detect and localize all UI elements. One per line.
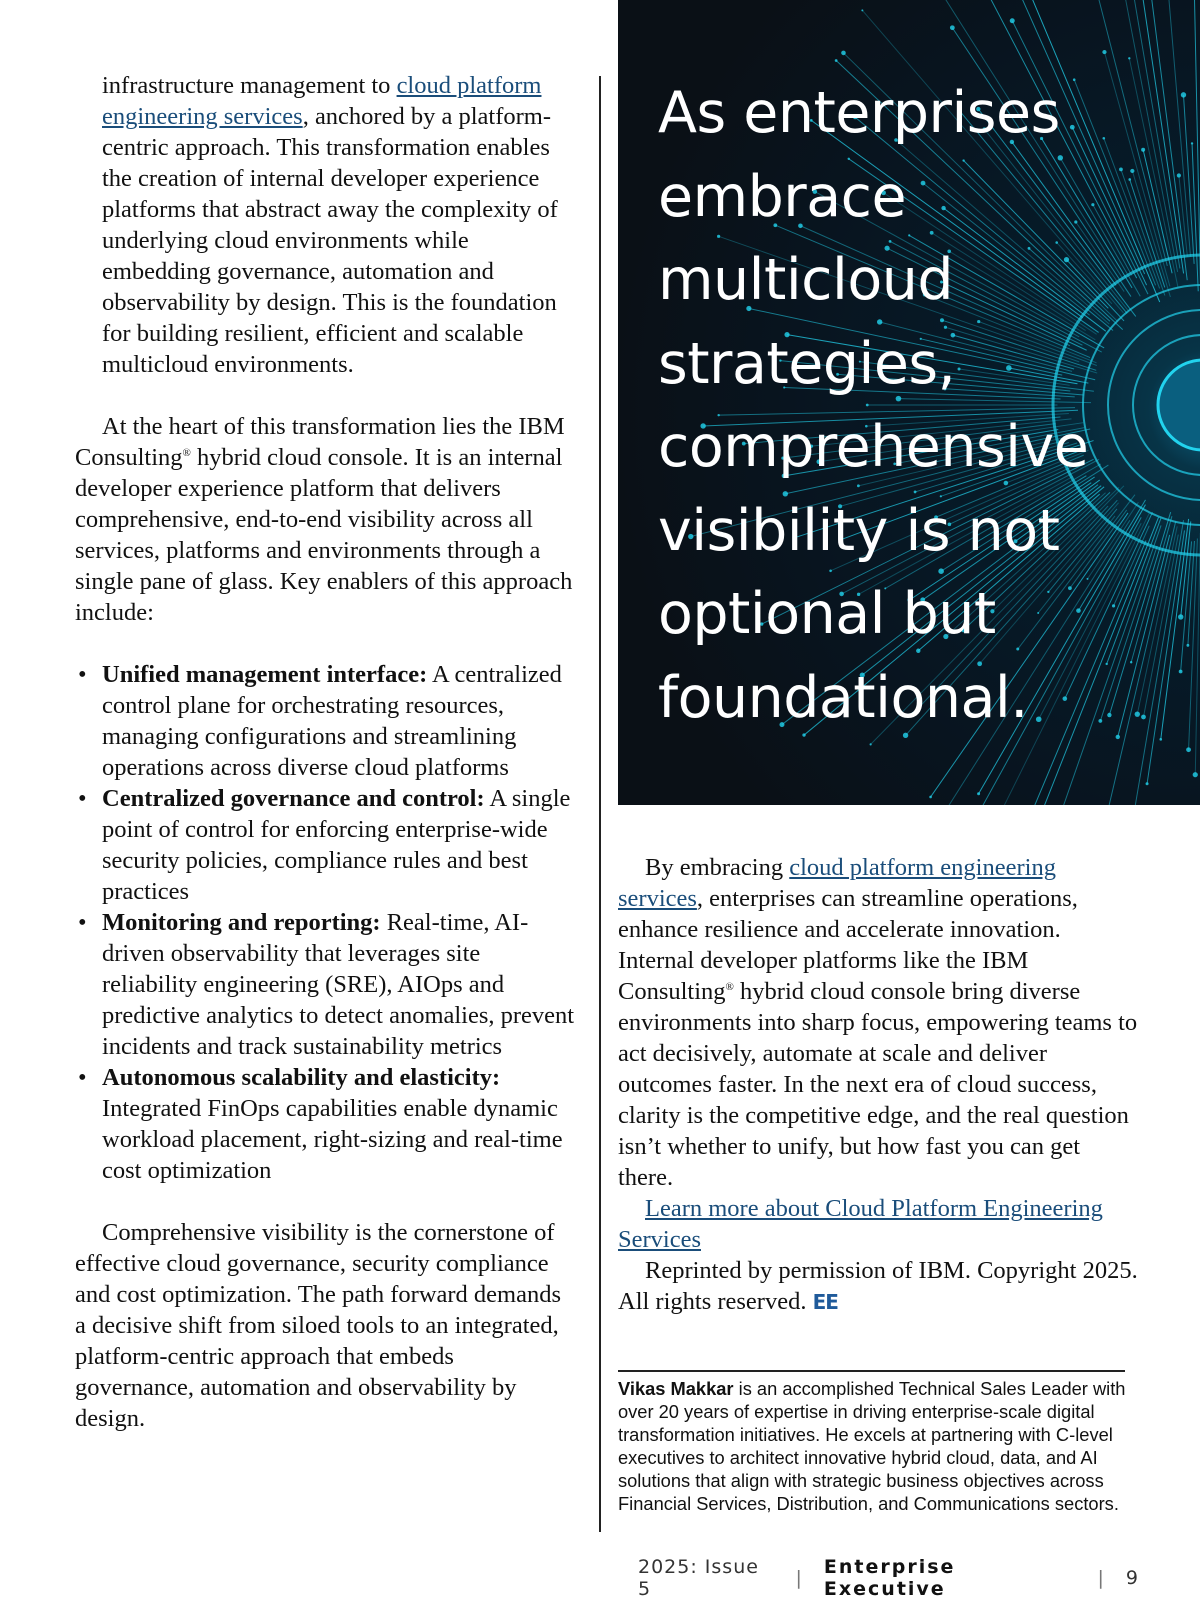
- footer-separator: |: [1097, 1567, 1104, 1589]
- learn-more-link[interactable]: Learn more about Cloud Platform Engineering Services: [618, 1195, 1103, 1253]
- conclusion-paragraph: By embracing cloud platform engineering services, enterprises can streamline operations, enhance resilience and accelerate innovation. Internal developer platforms like the IBM Consulting® hybrid cloud console bring diverse environments into sharp focus, empowering teams to act decisively, automate at scale and deliver outcomes faster. In the next era of cloud success, clarity is the competitive edge, and the real question isn’t whether to unify, but how fast you can get there.: [618, 854, 1138, 1191]
- issue-label: 2025: Issue 5: [638, 1556, 759, 1600]
- author-name: Vikas Makkar: [618, 1378, 734, 1399]
- list-item: • Monitoring and reporting: Real-time, AI-driven observability that leverages site reliability engineering (SRE), AIOps and predictive analytics to detect anomalies, prevent incidents and track sustainability metrics: [78, 909, 575, 1060]
- learn-more-paragraph: [618, 1193, 1138, 1255]
- ee-logo-icon: EE: [812, 1290, 838, 1314]
- left-column: [75, 70, 575, 1434]
- list-item: • Unified management interface: A centralized control plane for orchestrating resources, managing configurations and streamlining operations across diverse cloud platforms: [78, 661, 562, 781]
- intro-paragraph: infrastructure management to cloud platform engineering services, anchored by a platform-centric approach. This transformation enables the creation of internal developer experience platforms that abstract away the complexity of underlying cloud environments while embedding governance, automation and observability by design. This is the foundation for building resilient, efficient and scalable multicloud environments.: [102, 72, 558, 378]
- list-item: • Centralized governance and control: A single point of control for enforcing enterprise-wide security policies, compliance rules and best practices: [78, 785, 571, 905]
- bullet-icon: •: [78, 661, 87, 688]
- bullet-icon: •: [78, 1064, 87, 1091]
- heart-paragraph: At the heart of this transformation lies the IBM Consulting® hybrid cloud console. It is an internal developer experience platform that delivers comprehensive, end-to-end visibility across all services, platforms and environments through a single pane of glass. Key enablers of this approach include:: [75, 413, 573, 626]
- closing-paragraph: Comprehensive visibility is the cornerstone of effective cloud governance, security compliance and cost optimization. The path forward demands a decisive shift from siloed tools to an integrated, platform-centric approach that embeds governance, automation and observability by design.: [75, 1219, 562, 1432]
- pull-quote: As enterprises embrace multicloud strategies, comprehensive visibility is not optional but foundational.: [658, 80, 1089, 731]
- bullet-icon: •: [78, 909, 87, 936]
- magazine-title: Enterprise Executive: [823, 1556, 956, 1600]
- bullet-icon: •: [78, 785, 87, 812]
- page-number: 9: [1125, 1567, 1138, 1589]
- cloud-platform-engineering-link[interactable]: cloud platform engineering services: [102, 72, 542, 130]
- page-footer: [638, 1556, 1138, 1600]
- footer-separator: |: [795, 1567, 802, 1589]
- list-item: • Autonomous scalability and elasticity: Integrated FinOps capabilities enable dynamic workload placement, right-sizing and real-time cost optimization: [78, 1064, 563, 1184]
- reprint-notice: Reprinted by permission of IBM. Copyright 2025. All rights reserved. EE: [618, 1257, 1138, 1315]
- author-bio: Vikas Makkar is an accomplished Technical Sales Leader with over 20 years of expertise in driving enterprise-scale digital transformation initiatives. He excels at partnering with C-level executives to architect innovative hybrid cloud, data, and AI solutions that align with strategic business objectives across Financial Services, Distribution, and Communications sectors.: [618, 1378, 1126, 1514]
- hero-image: [618, 0, 1200, 805]
- column-divider: [599, 76, 601, 1532]
- right-column: [618, 852, 1138, 1318]
- enablers-list: [75, 659, 575, 1186]
- bio-divider: [618, 1370, 1125, 1372]
- cloud-platform-engineering-link-2[interactable]: cloud platform engineering services: [618, 854, 1056, 912]
